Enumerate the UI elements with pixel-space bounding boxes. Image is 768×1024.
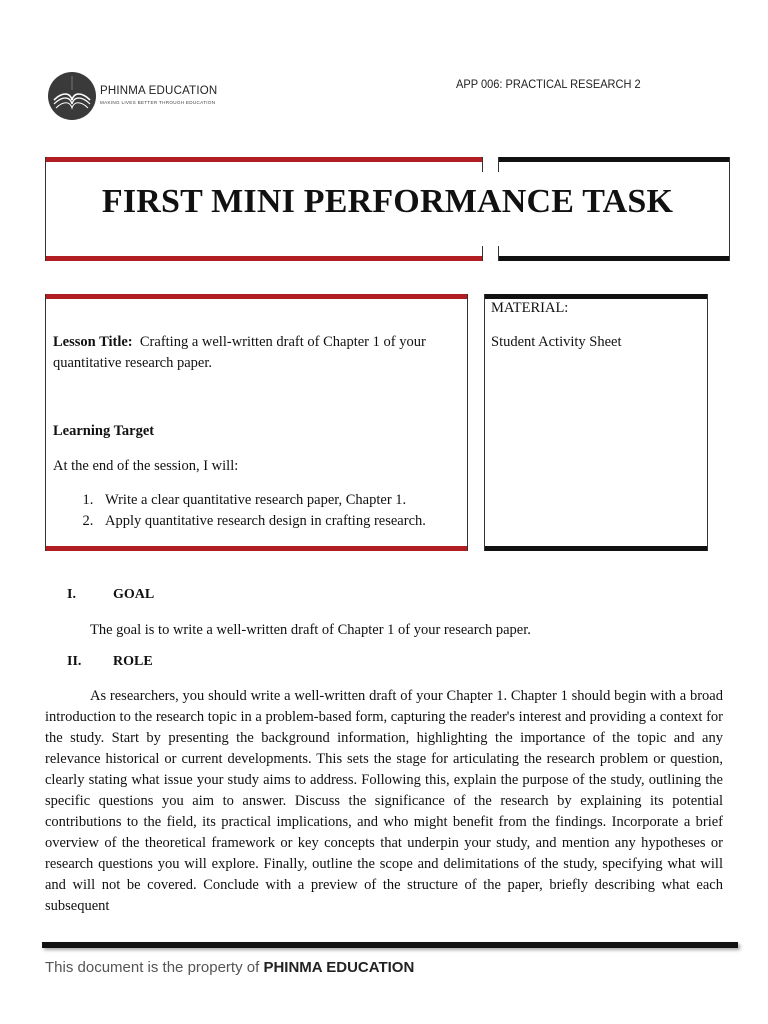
globe-book-icon (48, 70, 96, 122)
border-tick (482, 246, 483, 261)
page-title: FIRST MINI PERFORMANCE TASK (101, 183, 674, 220)
footer-text (45, 959, 414, 976)
border-tick (482, 157, 483, 172)
material-value: Student Activity Sheet (491, 334, 622, 350)
accent-bar (45, 294, 467, 299)
border-tick (498, 157, 499, 172)
lesson-title-label: Lesson Title: (53, 334, 133, 350)
accent-bar (498, 157, 730, 162)
section-number: II. (67, 654, 82, 669)
accent-bar (484, 546, 708, 551)
border-line (45, 294, 46, 551)
border-tick (498, 246, 499, 261)
section-title: GOAL (113, 587, 155, 602)
footer-prefix: This document is the property of (45, 959, 260, 976)
list-item: 1. Write a clear quantitative research paper, Chapter 1. (97, 490, 426, 511)
title-box (45, 157, 730, 261)
section-title: ROLE (113, 654, 153, 669)
footer-owner: PHINMA EDUCATION (263, 959, 415, 976)
border-line (467, 294, 468, 551)
lesson-table (45, 294, 708, 551)
accent-bar (45, 546, 467, 551)
role-paragraph: As researchers, you should write a well-written draft of your Chapter 1. Chapter 1 should begin with a broad introduction to the research topic in a problem-based form, capturing the reader's interest and providing a context for the study. Start by presenting the background information, highlighting the importance of the topic and any relevance historical or current developments. This sets the stage for articulating the research problem or question, clearly stating what issue your study aims to address. Following this, explain the purpose of the study, outlining the specific questions you aim to answer. Discuss the significance of the research by explaining its potential contributions to the field, its practical implications, and who might benefit from the findings. Incorporate a brief overview of the theoretical framework or key concepts that underpin your study, and mention any hypotheses or research questions you will explore. Finally, outline the scope and delimitations of the study, specifying what will and will not be covered. Conclude with a preview of the structure of the paper, briefly describing what each subsequent (45, 688, 723, 914)
material-label: MATERIAL: (491, 300, 569, 316)
lesson-title-text: Crafting a well-written draft of Chapter 1 of your quantitative research paper. (53, 334, 426, 371)
phinma-logo (48, 70, 218, 122)
border-line (707, 294, 708, 551)
accent-bar (45, 157, 482, 162)
learning-target-heading: Learning Target (53, 423, 155, 439)
accent-bar (45, 256, 482, 261)
goal-paragraph: The goal is to write a well-written draft of Chapter 1 of your research paper. (90, 622, 531, 638)
section-number: I. (67, 587, 76, 602)
org-name: PHINMA EDUCATION (100, 85, 218, 97)
org-tagline: MAKING LIVES BETTER THROUGH EDUCATION (100, 100, 216, 105)
list-item: 2. Apply quantitative research design in crafting research. (97, 511, 426, 532)
lesson-title (53, 332, 463, 374)
footer-bar (42, 942, 738, 948)
learning-target-intro: At the end of the session, I will: (53, 458, 239, 474)
accent-bar (498, 256, 730, 261)
border-line (484, 294, 485, 551)
learning-target-list (53, 490, 426, 531)
course-code: APP 006: PRACTICAL RESEARCH 2 (456, 77, 641, 91)
